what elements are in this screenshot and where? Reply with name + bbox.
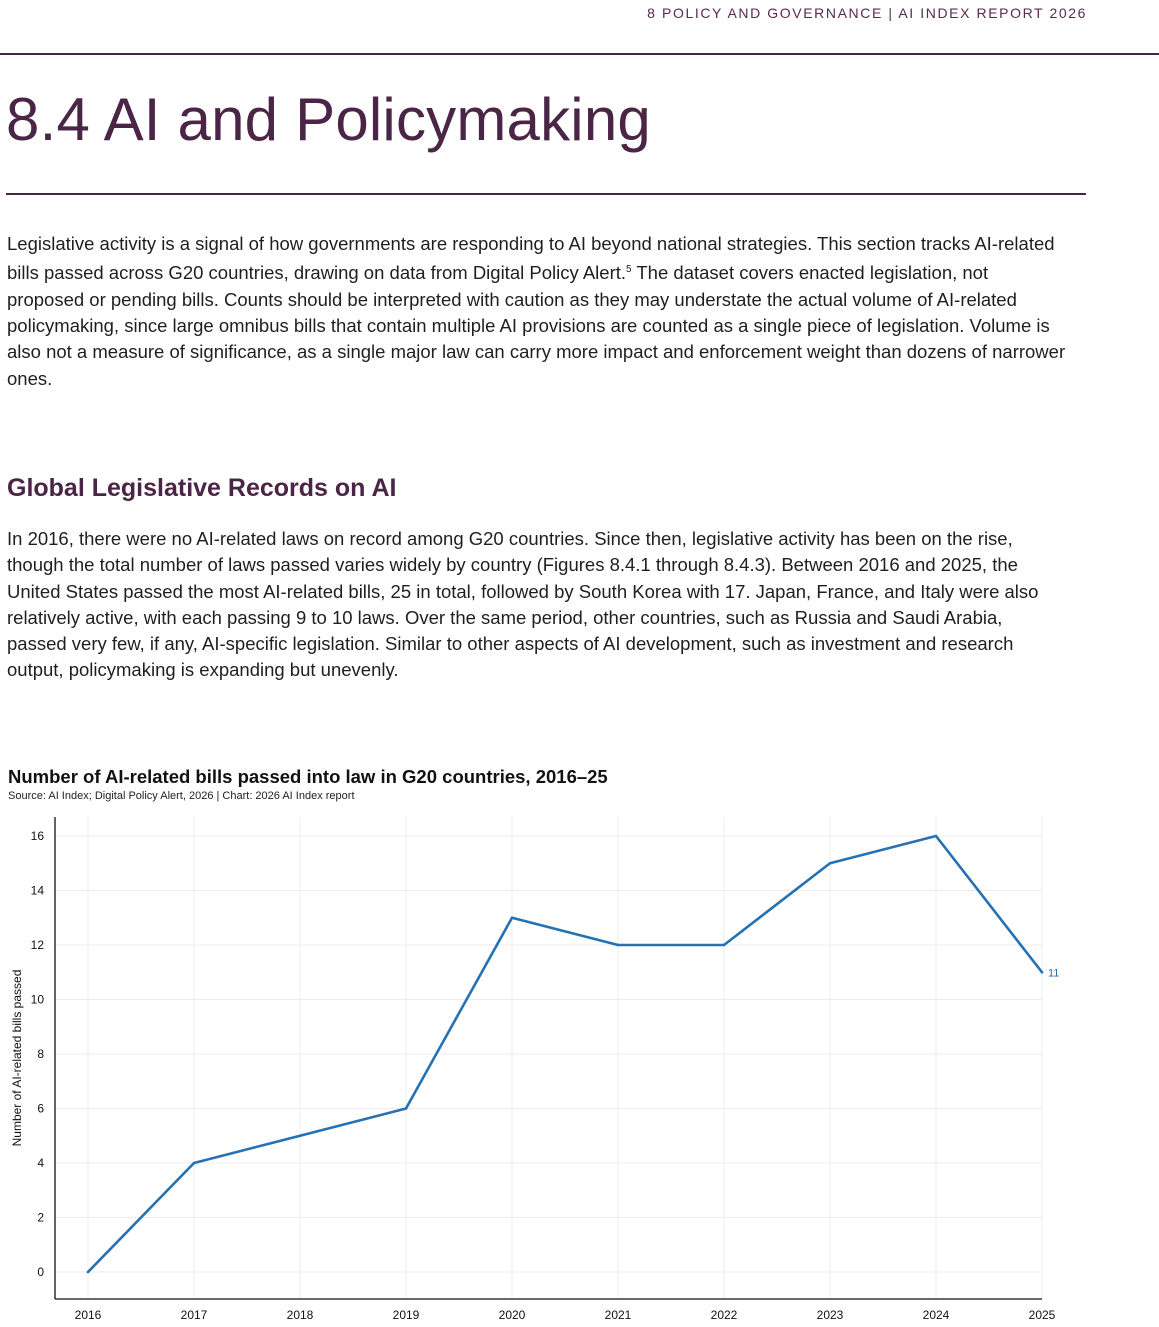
end-value-label: 11 [1048, 967, 1060, 980]
data-point [1041, 971, 1044, 974]
chart-title: Number of AI-related bills passed into law in G20 countries, 2016–25 [8, 766, 608, 787]
y-tick-label: 2 [37, 1210, 44, 1225]
section-title: 8.4 AI and Policymaking [6, 86, 651, 153]
data-point [617, 944, 620, 947]
line-chart [0, 805, 1159, 1327]
x-tick-label: 2024 [922, 1308, 950, 1322]
footnote-marker[interactable]: 5 [626, 264, 632, 276]
header-rule [0, 53, 1159, 55]
data-point [723, 944, 726, 947]
data-point [829, 862, 832, 865]
running-head: 8 POLICY AND GOVERNANCE | AI INDEX REPORT 2026 [647, 5, 1087, 21]
intro-text: Legislative activity is a signal of how governments are responding to AI beyond national strategies. This section tracks AI-related bills passed across G20 countries, drawing on data from Digital Policy Alert. [7, 233, 1055, 284]
x-tick-label: 2018 [286, 1308, 314, 1322]
y-tick-label: 12 [30, 938, 44, 952]
x-tick-label: 2020 [498, 1308, 526, 1322]
data-point [193, 1162, 196, 1165]
y-axis-label: Number of AI-related bills passed [10, 969, 24, 1147]
data-point [87, 1271, 90, 1274]
y-tick-label: 16 [30, 829, 44, 843]
y-tick-label: 8 [37, 1047, 44, 1061]
data-point [299, 1134, 302, 1137]
data-point [405, 1107, 408, 1110]
x-tick-label: 2025 [1028, 1308, 1056, 1322]
x-tick-label: 2023 [816, 1308, 844, 1322]
intro-paragraph [7, 231, 1067, 392]
x-tick-label: 2022 [710, 1308, 738, 1322]
data-point [935, 835, 938, 838]
intro-text-rest: The dataset covers enacted legislation, not proposed or pending bills. Counts should be interpreted with caution as they may understate the actual volume of AI-related policymaking, since large omnibus bills that contain multiple AI provisions are counted as a single piece of legislation. Volume is also not a measure of significance, as a single major law can carry more impact and enforcement weight than dozens of narrower ones. [7, 262, 1066, 389]
subsection-heading: Global Legislative Records on AI [7, 474, 397, 502]
x-tick-label: 2021 [604, 1308, 632, 1322]
body-paragraph: In 2016, there were no AI-related laws on record among G20 countries. Since then, legislative activity has been on the rise, though the total number of laws passed varies widely by country (Figures 8.4.1 through 8.4.3). Between 2016 and 2025, the United States passed the most AI-related bills, 25 in total, followed by South Korea with 17. Japan, France, and Italy were also relatively active, with each passing 9 to 10 laws. Over the same period, other countries, such as Russia and Saudi Arabia, passed very few, if any, AI-specific legislation. Similar to other aspects of AI development, such as investment and research output, policymaking is expanding but unevenly. [7, 528, 1039, 681]
y-tick-label: 6 [37, 1101, 44, 1116]
x-tick-label: 2017 [180, 1308, 208, 1322]
chart-source: Source: AI Index; Digital Policy Alert, 2026 | Chart: 2026 AI Index report [8, 790, 355, 802]
y-tick-label: 10 [30, 992, 44, 1007]
y-tick-label: 4 [37, 1156, 44, 1170]
data-point [511, 916, 514, 919]
y-tick-label: 14 [30, 883, 44, 898]
y-tick-label: 0 [37, 1265, 44, 1279]
x-tick-label: 2019 [392, 1308, 420, 1322]
title-rule [6, 193, 1086, 195]
x-tick-label: 2016 [74, 1308, 102, 1322]
